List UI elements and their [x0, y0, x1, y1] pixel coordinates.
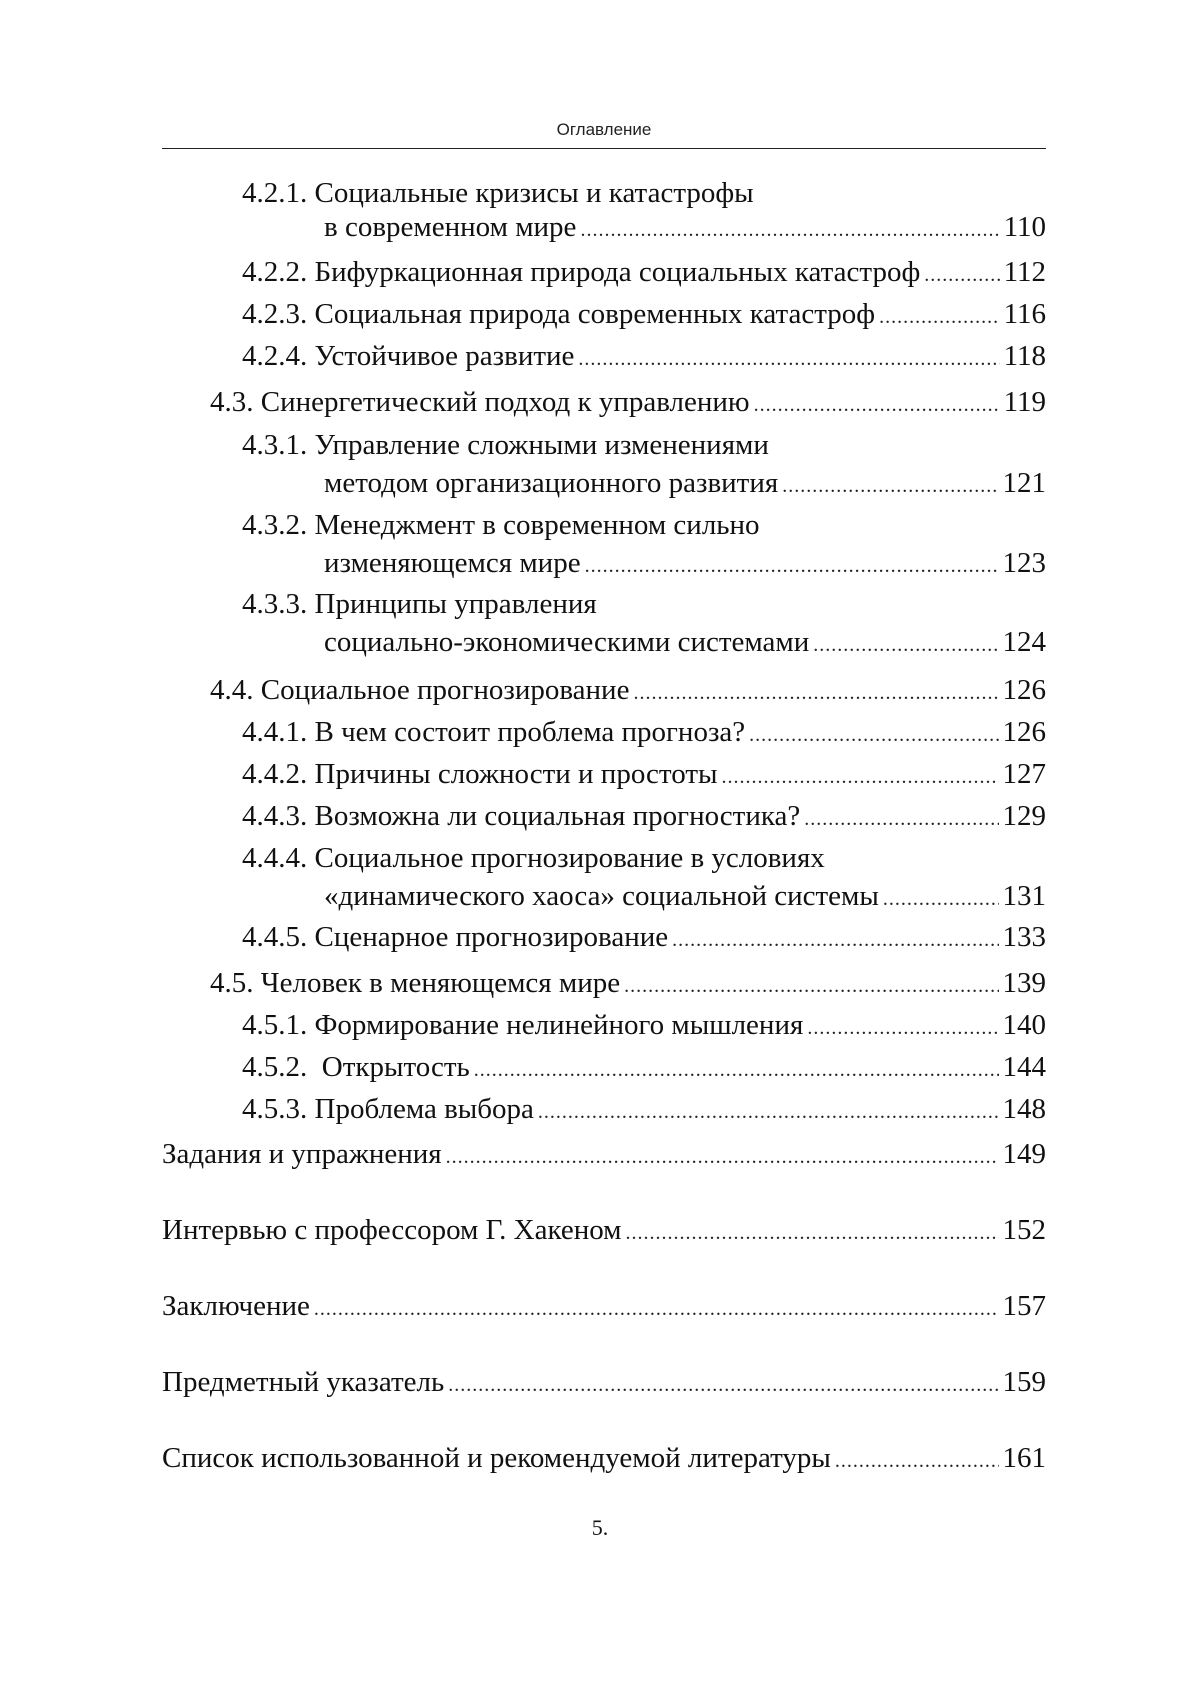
toc-leader-dots [580, 213, 999, 247]
toc-entry-title-cont: «динамического хаоса» социальной системы [324, 879, 879, 913]
toc-entry[interactable] [162, 1365, 1046, 1402]
toc-page-number: 140 [1003, 1008, 1047, 1042]
toc-entry-title: 4.3.3. Принципы управления [242, 587, 1046, 621]
toc-page-number: 157 [1003, 1289, 1047, 1323]
toc-page-number: 139 [1003, 966, 1047, 1000]
toc-page-number: 159 [1003, 1365, 1047, 1399]
toc-page-number: 131 [1003, 879, 1047, 913]
toc-leader-dots [813, 628, 998, 662]
toc-page-number: 112 [1004, 255, 1046, 289]
toc-entry-title: Задания и упражнения [162, 1137, 442, 1171]
toc-leader-dots [672, 923, 998, 957]
page-number-footer: 5. [0, 1515, 1200, 1541]
toc-leader-dots [474, 1053, 999, 1087]
toc-entry-title: Заключение [162, 1289, 310, 1323]
toc-page-number: 144 [1003, 1050, 1047, 1084]
running-header: Оглавление [162, 120, 1046, 146]
toc-leader-dots [835, 1444, 999, 1478]
toc-page-number: 161 [1003, 1441, 1047, 1475]
toc-entry-title-cont: изменяющемся мире [324, 546, 581, 580]
toc-leader-dots [804, 802, 998, 836]
toc-entry[interactable] [242, 587, 1046, 662]
toc-leader-dots [446, 1140, 999, 1174]
toc-leader-dots [749, 718, 998, 752]
toc-entry-title: 4.4.2. Причины сложности и простоты [242, 757, 717, 791]
toc-entry-title: 4.5. Человек в меняющемся мире [210, 966, 620, 1000]
toc-entry[interactable] [242, 757, 1046, 794]
toc-page-number: 121 [1003, 466, 1047, 500]
toc-entry[interactable] [210, 673, 1046, 710]
toc-entry-title: Интервью с профессором Г. Хакеном [162, 1213, 622, 1247]
toc-leader-dots [626, 1216, 999, 1250]
toc-entry-title-cont: методом организационного развития [324, 466, 778, 500]
toc-leader-dots [924, 258, 999, 292]
toc-leader-dots [721, 760, 998, 794]
toc-entry[interactable] [210, 385, 1046, 422]
toc-entry[interactable] [242, 1008, 1046, 1045]
toc-page-number: 118 [1004, 339, 1046, 373]
toc-entry[interactable] [162, 1441, 1046, 1478]
toc-page-number: 126 [1003, 715, 1047, 749]
toc-page-number: 129 [1003, 799, 1047, 833]
toc-entry-title-cont: в современном мире [324, 210, 576, 244]
toc-page-number: 110 [1004, 210, 1046, 244]
toc-entry[interactable] [162, 1137, 1046, 1174]
toc-leader-dots [578, 342, 999, 376]
toc-entry[interactable] [242, 428, 1046, 503]
table-of-contents [0, 0, 1200, 1700]
toc-entry-title: 4.3.1. Управление сложными изменениями [242, 428, 1046, 462]
toc-entry[interactable] [242, 339, 1046, 376]
toc-entry-title: 4.2.1. Социальные кризисы и катастрофы [242, 176, 1046, 210]
toc-entry-title: Предметный указатель [162, 1365, 444, 1399]
toc-entry-title: 4.5.1. Формирование нелинейного мышления [242, 1008, 803, 1042]
toc-leader-dots [624, 969, 998, 1003]
toc-entry-title: 4.4.3. Возможна ли социальная прогностика? [242, 799, 800, 833]
toc-entry-title: 4.5.3. Проблема выбора [242, 1092, 534, 1126]
toc-page-number: 126 [1003, 673, 1047, 707]
toc-entry-title: Список использованной и рекомендуемой литературы [162, 1441, 831, 1475]
toc-entry[interactable] [162, 1289, 1046, 1326]
toc-page-number: 127 [1003, 757, 1047, 791]
toc-page-number: 123 [1003, 546, 1047, 580]
toc-leader-dots [754, 388, 1000, 422]
toc-entry-title-cont: социально-экономическими системами [324, 625, 809, 659]
toc-entry-title: 4.2.2. Бифуркационная природа социальных катастроф [242, 255, 920, 289]
toc-page-number: 149 [1003, 1137, 1047, 1171]
toc-page-number: 119 [1004, 385, 1046, 419]
toc-entry[interactable] [210, 966, 1046, 1003]
toc-leader-dots [883, 882, 999, 916]
toc-entry[interactable] [162, 1213, 1046, 1250]
toc-entry-title: 4.5.2. Открытость [242, 1050, 470, 1084]
toc-page-number: 152 [1003, 1213, 1047, 1247]
toc-entry-title: 4.3.2. Менеджмент в современном сильно [242, 508, 1046, 542]
toc-entry-title: 4.2.3. Социальная природа современных катастроф [242, 297, 875, 331]
toc-entry-title: 4.2.4. Устойчивое развитие [242, 339, 574, 373]
toc-leader-dots [879, 300, 1000, 334]
toc-entry[interactable] [242, 176, 1046, 247]
toc-entry-title: 4.4.5. Сценарное прогнозирование [242, 920, 668, 954]
toc-leader-dots [538, 1095, 999, 1129]
toc-entry[interactable] [242, 920, 1046, 957]
toc-entry[interactable] [242, 508, 1046, 583]
toc-entry[interactable] [242, 841, 1046, 916]
toc-entry-title: 4.4.4. Социальное прогнозирование в условиях [242, 841, 1046, 875]
toc-entry[interactable] [242, 297, 1046, 334]
toc-leader-dots [782, 469, 998, 503]
toc-leader-dots [807, 1011, 998, 1045]
toc-entry-title: 4.4.1. В чем состоит проблема прогноза? [242, 715, 745, 749]
toc-leader-dots [448, 1368, 998, 1402]
toc-entry[interactable] [242, 715, 1046, 752]
toc-page-number: 133 [1003, 920, 1047, 954]
toc-entry[interactable] [242, 1092, 1046, 1129]
toc-leader-dots [585, 549, 999, 583]
toc-leader-dots [633, 676, 998, 710]
toc-entry[interactable] [242, 255, 1046, 292]
toc-entry-title: 4.3. Синергетический подход к управлению [210, 385, 750, 419]
toc-leader-dots [314, 1292, 999, 1326]
toc-entry[interactable] [242, 1050, 1046, 1087]
toc-page-number: 116 [1004, 297, 1046, 331]
toc-entry[interactable] [242, 799, 1046, 836]
toc-page-number: 148 [1003, 1092, 1047, 1126]
toc-entry-title: 4.4. Социальное прогнозирование [210, 673, 629, 707]
toc-page-number: 124 [1003, 625, 1047, 659]
